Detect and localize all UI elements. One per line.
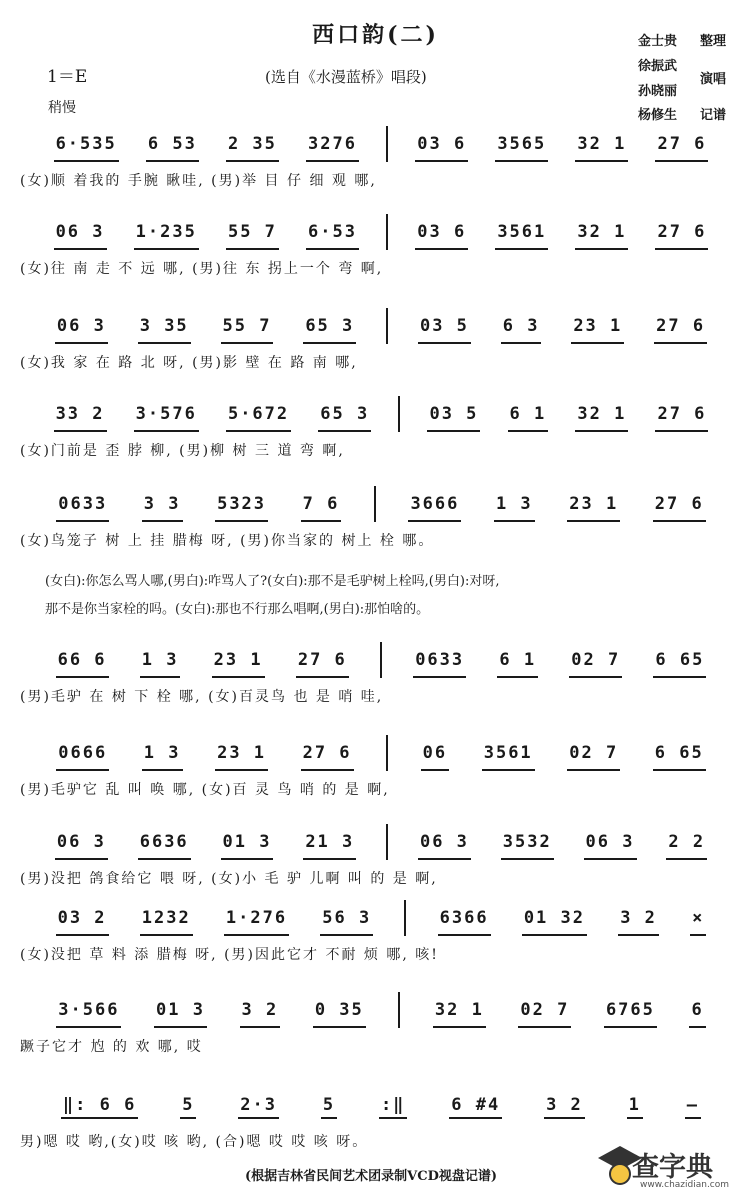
page-title: 西口韵(二)	[312, 22, 439, 48]
note-group: 06 3	[55, 316, 108, 344]
note-group: 55 7	[221, 316, 274, 344]
note-group: 27 6	[655, 134, 708, 162]
note-group: 3561	[495, 222, 548, 250]
note-group: 6	[689, 1000, 705, 1028]
note-group: 23 1	[567, 494, 620, 522]
note-group: 0633	[413, 650, 466, 678]
note-group: 6 3	[501, 316, 542, 344]
lyric-line: (女)顺 着我的 手腕 瞅哇, (男)举 目 仔 细 观 哪,	[20, 173, 377, 189]
music-system	[20, 908, 732, 964]
note-group: 06	[421, 743, 449, 771]
note-group: 6 65	[653, 743, 706, 771]
note-group: 2 35	[226, 134, 279, 162]
note-group: 6 #4	[449, 1095, 502, 1119]
note-group: 6·53	[306, 222, 359, 250]
note-row	[40, 494, 722, 522]
music-system	[20, 494, 732, 550]
note-group: 0 35	[313, 1000, 366, 1028]
note-group: 32 1	[575, 404, 628, 432]
note-group: 5	[180, 1095, 196, 1119]
credit-role: 记谱	[700, 108, 727, 123]
note-group: 65 3	[318, 404, 371, 432]
note-group: :‖	[379, 1095, 407, 1119]
watermark-text: 查字典	[632, 1152, 713, 1183]
note-group: 27 6	[296, 650, 349, 678]
subtitle: (选自《水漫蓝桥》唱段)	[265, 68, 427, 86]
note-group: ‖: 6 6	[61, 1095, 138, 1119]
note-group: 6·535	[54, 134, 119, 162]
note-row	[40, 316, 722, 344]
note-group: 03 5	[427, 404, 480, 432]
note-group: 3561	[482, 743, 535, 771]
note-group: 01 32	[522, 908, 587, 936]
note-row	[40, 1000, 722, 1028]
note-group: 6 65	[653, 650, 706, 678]
lyric-line: (女)门前是 歪 脖 柳, (男)柳 树 三 道 弯 啊,	[20, 443, 345, 459]
note-row	[40, 650, 722, 678]
note-group: 32 1	[575, 134, 628, 162]
note-group: 27 6	[655, 404, 708, 432]
note-group: 3 2	[240, 1000, 281, 1028]
note-group: 6765	[604, 1000, 657, 1028]
barline	[386, 824, 388, 860]
watermark-url: www.chazidian.com	[640, 1180, 730, 1190]
note-group: 56 3	[320, 908, 373, 936]
credit-name: 徐振武	[638, 59, 678, 74]
lyric-line: 男)嗯 哎 哟,(女)哎 咳 哟, (合)嗯 哎 哎 咳 呀。	[20, 1134, 369, 1150]
note-group: 65 3	[303, 316, 356, 344]
note-group: 66 6	[56, 650, 109, 678]
note-group: 06 3	[55, 832, 108, 860]
barline	[386, 126, 388, 162]
note-group: 27 6	[655, 222, 708, 250]
barline	[386, 308, 388, 344]
credit-name: 孙晓丽	[638, 84, 678, 99]
note-group: 06 3	[418, 832, 471, 860]
note-group: 03 5	[418, 316, 471, 344]
note-group: 6366	[438, 908, 491, 936]
credit-name: 杨修生	[638, 108, 678, 123]
note-row	[40, 1095, 722, 1119]
note-row	[40, 908, 722, 936]
music-system	[20, 1000, 732, 1056]
lyric-line: (男)没把 鸽食给它 喂 呀, (女)小 毛 驴 儿啊 叫 的 是 啊,	[20, 871, 438, 887]
note-group: 33 2	[54, 404, 107, 432]
barline	[374, 486, 376, 522]
note-group: 03 2	[56, 908, 109, 936]
tempo-marking: 稍慢	[48, 100, 76, 116]
note-group: 23 1	[212, 650, 265, 678]
note-row	[40, 743, 722, 771]
note-group: 3 35	[138, 316, 191, 344]
barline	[386, 735, 388, 771]
note-group: 3532	[501, 832, 554, 860]
note-group: 21 3	[303, 832, 356, 860]
note-row	[40, 404, 722, 432]
barline	[398, 992, 400, 1028]
note-group: 03 6	[415, 222, 468, 250]
note-group: 23 1	[571, 316, 624, 344]
note-group: 1	[627, 1095, 643, 1119]
barline	[404, 900, 406, 936]
note-group: 3 3	[142, 494, 183, 522]
note-group: 27 6	[654, 316, 707, 344]
credit-name: 金士贵	[638, 34, 678, 49]
lyric-line: (女)鸟笼子 树 上 挂 腊梅 呀, (男)你当家的 树上 栓 哪。	[20, 533, 435, 549]
note-row	[40, 134, 722, 162]
note-group: 1232	[140, 908, 193, 936]
note-group: 2·3	[238, 1095, 279, 1119]
note-group: 3·566	[56, 1000, 121, 1028]
barline	[380, 642, 382, 678]
music-system	[20, 222, 732, 278]
lyric-line: 蹶子它才 尥 的 欢 哪, 哎	[20, 1039, 203, 1055]
credit-role: 整理	[700, 34, 727, 49]
note-group: 06 3	[584, 832, 637, 860]
note-group: 01 3	[154, 1000, 207, 1028]
note-group: 02 7	[569, 650, 622, 678]
dialogue-line: 那不是你当家栓的吗。(女白):那也不行那么唱啊,(男白):那怕啥的。	[45, 602, 430, 617]
note-group: 3276	[306, 134, 359, 162]
note-group: 03 6	[415, 134, 468, 162]
lyric-line: (男)毛驴它 乱 叫 唤 哪, (女)百 灵 鸟 哨 的 是 啊,	[20, 782, 390, 798]
note-group: 1 3	[142, 743, 183, 771]
note-group: 3666	[408, 494, 461, 522]
note-group: 1·276	[224, 908, 289, 936]
lyric-line: (男)毛驴 在 树 下 栓 哪, (女)百灵鸟 也 是 哨 哇,	[20, 689, 384, 705]
note-group: 23 1	[215, 743, 268, 771]
dialogue-line: (女白):你怎么骂人哪,(男白):咋骂人了?(女白):那不是毛驴树上栓吗,(男白):对呀,	[45, 574, 500, 589]
barline	[398, 396, 400, 432]
note-group: 55 7	[226, 222, 279, 250]
lyric-line: (女)往 南 走 不 远 哪, (男)往 东 拐上一个 弯 啊,	[20, 261, 384, 277]
note-group: 0666	[56, 743, 109, 771]
note-group: 6 1	[497, 650, 538, 678]
note-group: 1 3	[494, 494, 535, 522]
note-row	[40, 832, 722, 860]
note-group: 5·672	[226, 404, 291, 432]
note-group: 32 1	[575, 222, 628, 250]
note-group: 1 3	[140, 650, 181, 678]
note-group: 06 3	[54, 222, 107, 250]
music-system	[20, 316, 732, 372]
note-group: 0633	[56, 494, 109, 522]
note-group: 6 53	[146, 134, 199, 162]
key-signature: 1＝E	[47, 67, 88, 87]
music-system	[20, 404, 732, 460]
note-group: 3 2	[618, 908, 659, 936]
note-group: 2 2	[666, 832, 707, 860]
note-group: –	[685, 1095, 701, 1119]
music-system	[20, 743, 732, 799]
note-group: 01 3	[221, 832, 274, 860]
note-group: 6 1	[508, 404, 549, 432]
note-group: 27 6	[653, 494, 706, 522]
note-group: 6636	[138, 832, 191, 860]
music-system	[20, 832, 732, 888]
note-group: 32 1	[433, 1000, 486, 1028]
lyric-line: (女)没把 草 料 添 腊梅 呀, (男)因此它才 不耐 烦 哪, 咳!	[20, 947, 439, 963]
note-group: 02 7	[518, 1000, 571, 1028]
credit-role: 演唱	[700, 72, 727, 87]
note-group: 3565	[495, 134, 548, 162]
lyric-line: (女)我 家 在 路 北 呀, (男)影 壁 在 路 南 哪,	[20, 355, 358, 371]
note-group: 27 6	[301, 743, 354, 771]
note-group: 7 6	[301, 494, 342, 522]
note-row	[40, 222, 722, 250]
source-note: (根据吉林省民间艺术团录制VCD视盘记谱)	[245, 1169, 498, 1184]
barline	[386, 214, 388, 250]
music-system	[20, 650, 732, 706]
note-group: 1·235	[134, 222, 199, 250]
note-group: 5	[321, 1095, 337, 1119]
note-group: 5323	[215, 494, 268, 522]
music-system	[20, 134, 732, 190]
note-group: 3·576	[134, 404, 199, 432]
note-group: 02 7	[567, 743, 620, 771]
note-group: ×	[690, 908, 706, 936]
note-group: 3 2	[544, 1095, 585, 1119]
